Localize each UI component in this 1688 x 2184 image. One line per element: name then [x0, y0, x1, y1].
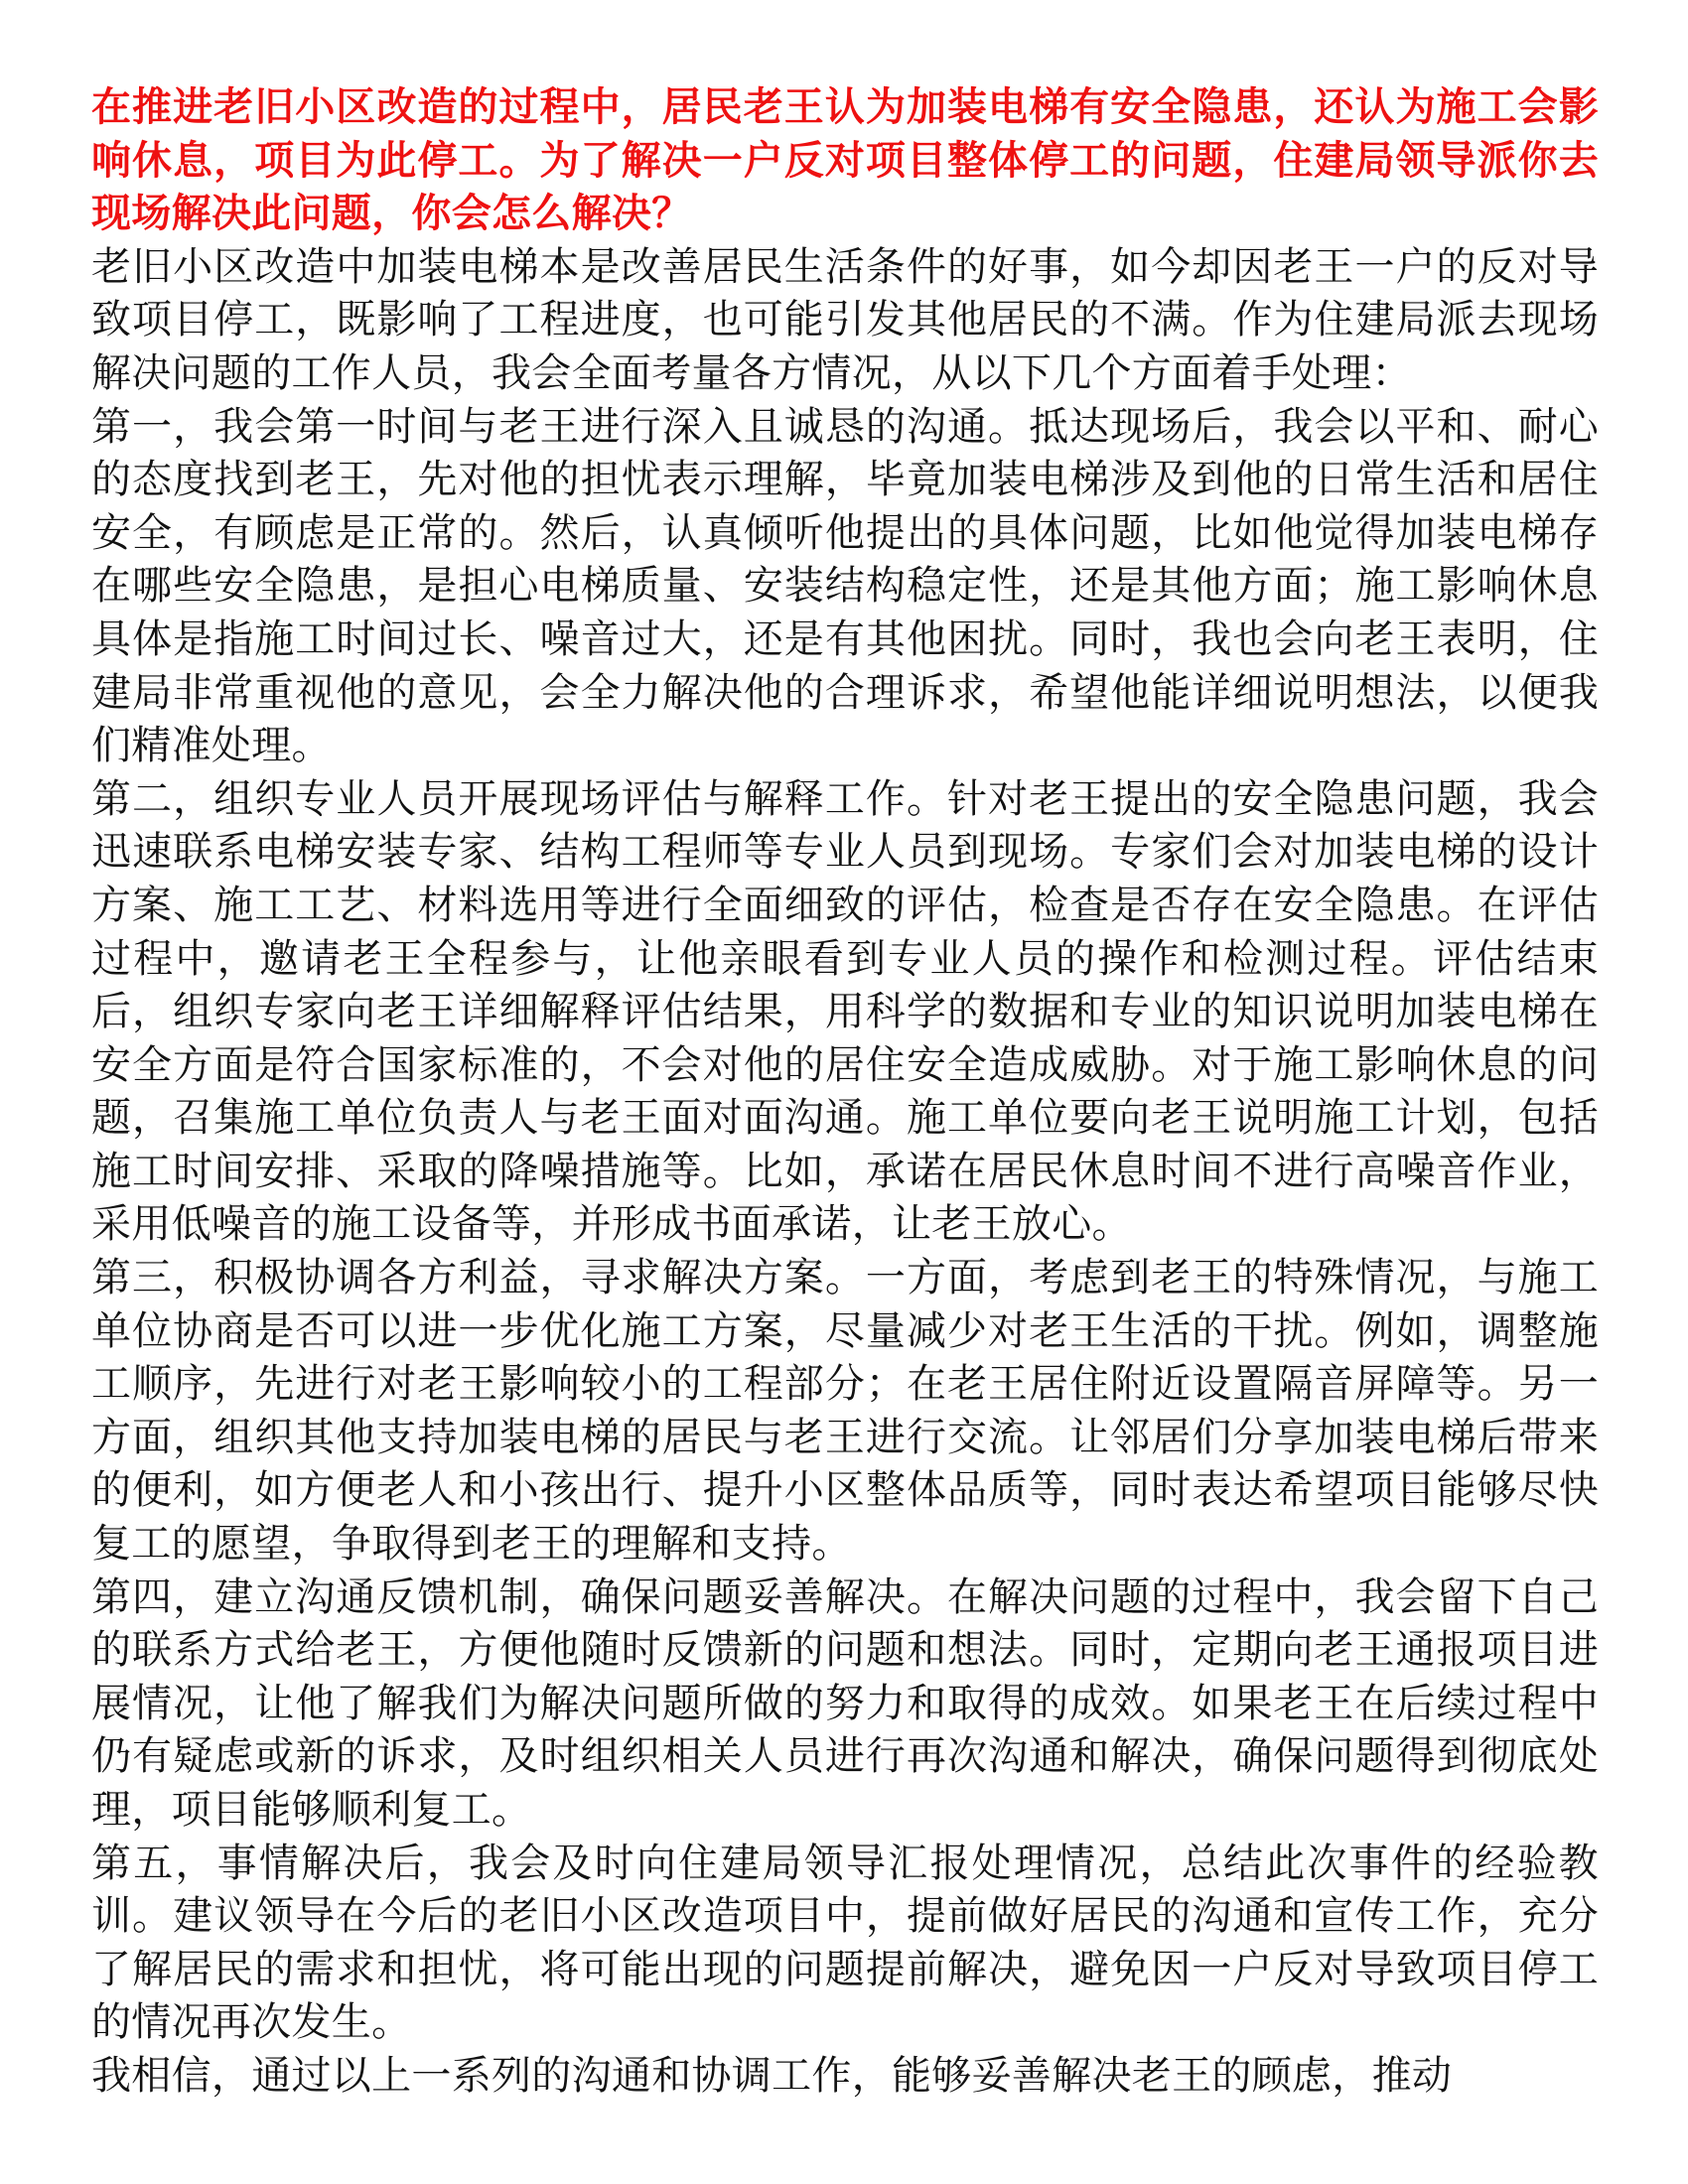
paragraph-intro: 老旧小区改造中加装电梯本是改善居民生活条件的好事，如今却因老王一户的反对导致项目停工，既影响了工程进度，也可能引发其他居民的不满。作为住建局派去现场解决问题的工作人员，我会全面考量各方情况，从以下几个方面着手处理： — [91, 243, 1599, 396]
paragraph-first-point: 第一，我会第一时间与老王进行深入且诚恳的沟通。抵达现场后，我会以平和、耐心的态度找到老王，先对他的担忧表示理解，毕竟加装电梯涉及到他的日常生活和居住安全，有顾虑是正常的。然后，认真倾听他提出的具体问题，比如他觉得加装电梯存在哪些安全隐患，是担心电梯质量、安装结构稳定性，还是其他方面；施工影响休息具体是指施工时间过长、噪音过大，还是有其他困扰。同时，我也会向老王表明，住建局非常重视他的意见，会全力解决他的合理诉求，希望他能详细说明想法，以便我们精准处理。 — [91, 403, 1599, 769]
paragraph-conclusion: 我相信，通过以上一系列的沟通和协调工作，能够妥善解决老王的顾虑，推动 — [91, 2052, 1453, 2099]
paragraph-second-point: 第二，组织专业人员开展现场评估与解释工作。针对老王提出的安全隐患问题，我会迅速联系电梯安装专家、结构工程师等专业人员到现场。专家们会对加装电梯的设计方案、施工工艺、材料选用等进行全面细致的评估，检查是否存在安全隐患。在评估过程中，邀请老王全程参与，让他亲眼看到专业人员的操作和检测过程。评估结束后，组织专家向老王详细解释评估结果，用科学的数据和专业的知识说明加装电梯在安全方面是符合国家标准的，不会对他的居住安全造成威胁。对于施工影响休息的问题，召集施工单位负责人与老王面对面沟通。施工单位要向老王说明施工计划，包括施工时间安排、采取的降噪措施等。比如，承诺在居民休息时间不进行高噪音作业，采用低噪音的施工设备等，并形成书面承诺，让老王放心。 — [91, 775, 1599, 1248]
question-heading: 在推进老旧小区改造的过程中，居民老王认为加装电梯有安全隐患，还认为施工会影响休息，项目为此停工。为了解决一户反对项目整体停工的问题，住建局领导派你去现场解决此问题，你会怎么解决？ — [91, 84, 1599, 237]
paragraph-fourth-point: 第四，建立沟通反馈机制，确保问题妥善解决。在解决问题的过程中，我会留下自己的联系方式给老王，方便他随时反馈新的问题和想法。同时，定期向老王通报项目进展情况，让他了解我们为解决问题所做的努力和取得的成效。如果老王在后续过程中仍有疑虑或新的诉求，及时组织相关人员进行再次沟通和解决，确保问题得到彻底处理，项目能够顺利复工。 — [91, 1573, 1599, 1833]
paragraph-third-point: 第三，积极协调各方利益，寻求解决方案。一方面，考虑到老王的特殊情况，与施工单位协商是否可以进一步优化施工方案，尽量减少对老王生活的干扰。例如，调整施工顺序，先进行对老王影响较小的工程部分；在老王居住附近设置隔音屏障等。另一方面，组织其他支持加装电梯的居民与老王进行交流。让邻居们分享加装电梯后带来的便利，如方便老人和小孩出行、提升小区整体品质等，同时表达希望项目能够尽快复工的愿望，争取得到老王的理解和支持。 — [91, 1255, 1599, 1568]
paragraph-fifth-point: 第五，事情解决后，我会及时向住建局领导汇报处理情况，总结此次事件的经验教训。建议领导在今后的老旧小区改造项目中，提前做好居民的沟通和宣传工作，充分了解居民的需求和担忧，将可能出现的问题提前解决，避免因一户反对导致项目停工的情况再次发生。 — [91, 1840, 1599, 2046]
document-page — [91, 81, 1599, 2104]
